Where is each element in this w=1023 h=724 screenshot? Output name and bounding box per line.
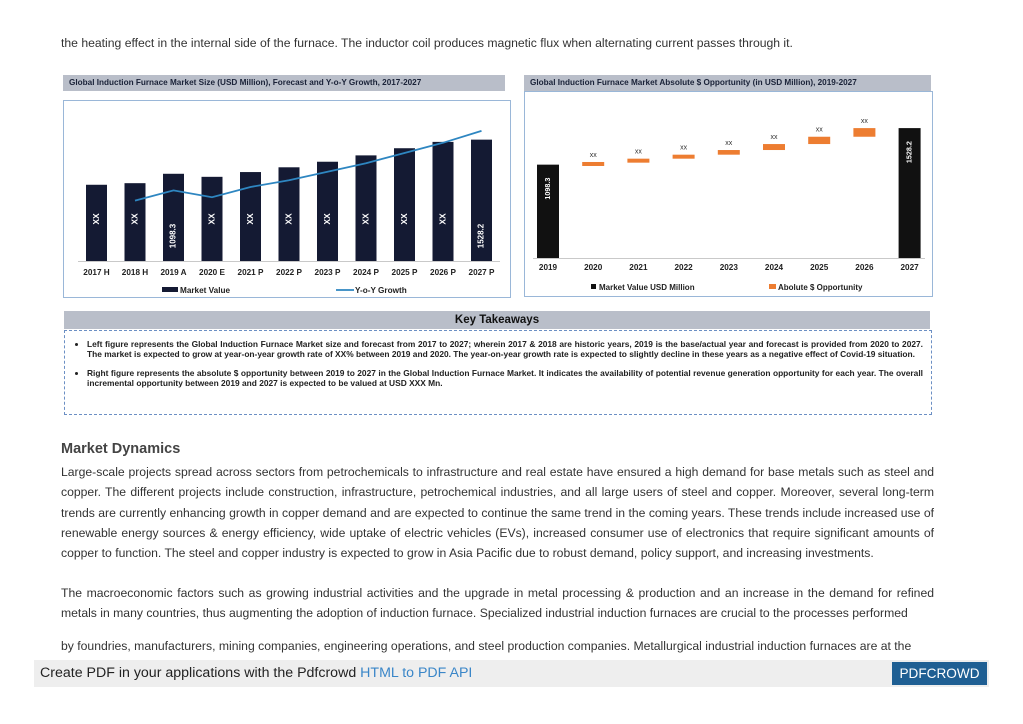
x-tick-label: 2024 P: [353, 268, 379, 277]
key-takeaways-title: Key Takeaways: [64, 311, 930, 329]
opportunity-step: [853, 128, 875, 137]
bar-data-label: 1528.2: [904, 141, 914, 164]
bar-data-label: XX: [244, 213, 255, 225]
x-tick-label: 2021 P: [237, 268, 264, 277]
x-tick-label: 2018 H: [121, 268, 149, 277]
yoy-growth-line: [135, 131, 482, 201]
legend-label: Market Value: [180, 286, 231, 295]
step-data-label: xx: [725, 140, 733, 148]
intro-text: the heating effect in the internal side of the furnace. The inductor coil produces magnetic flux when alternating current passes through it.: [61, 36, 793, 50]
left-chart-title: Global Induction Furnace Market Size (USD Million), Forecast and Y-o-Y Growth, 2017-2027: [63, 75, 505, 91]
key-takeaway-item: • Right figure represents the absolute $ opportunity between 2019 to 2027 in the Global Induction Furnace Market. It indicates the availability of potential revenue generation opportunity for each year. The overall incremental opportunity between 2019 and 2027 is expected to be valued at USD XXX Mn.: [87, 368, 923, 389]
pdfcrowd-button[interactable]: PDFCROWD: [892, 662, 987, 685]
x-tick-label: 2024: [764, 263, 784, 272]
step-data-label: xx: [634, 148, 642, 156]
x-tick-label: 2020: [584, 263, 603, 272]
bar: [394, 148, 415, 261]
legend-swatch-market-value: [591, 284, 596, 289]
step-data-label: xx: [589, 151, 597, 159]
legend-swatch-market-value: [162, 287, 178, 292]
bar: [433, 142, 454, 261]
right-chart-title: Global Induction Furnace Market Absolute $ Opportunity (in USD Million), 2019-2027: [524, 75, 931, 91]
right-chart-svg: [525, 92, 932, 296]
opportunity-step: [673, 155, 695, 159]
footer-link[interactable]: HTML to PDF API: [360, 665, 473, 681]
bar-data-label: XX: [206, 213, 217, 225]
step-data-label: xx: [815, 126, 823, 134]
x-tick-label: 2025 P: [391, 268, 418, 277]
x-tick-label: 2025: [810, 263, 829, 272]
bar-data-label: XX: [90, 213, 101, 225]
step-data-label: xx: [770, 134, 778, 142]
left-chart: [63, 100, 511, 298]
opportunity-step: [808, 137, 830, 144]
x-tick-label: 2017 H: [83, 268, 110, 277]
x-tick-label: 2019: [538, 263, 558, 272]
x-tick-label: 2023 P: [314, 268, 341, 277]
key-takeaway-item: • Left figure represents the Global Induction Furnace Market size and forecast from 2017 to 2027; wherein 2017 & 2018 are historic years, 2019 is the base/actual year and forecast is provided from 2020 to 2027. The market is expected to grow at year-on-year growth rate of XX% between 2019 and 2020. The year-on-year growth rate is expected to slightly decline in these years as a negative effect of Covid-19 situation.: [87, 339, 923, 360]
opportunity-step: [718, 150, 740, 155]
bar-data-label: 1528.2: [476, 223, 486, 249]
x-tick-label: 2022: [674, 263, 693, 272]
footer-label: Create PDF in your applications with the Pdfcrowd: [40, 665, 361, 681]
legend-label: Market Value USD Million: [599, 283, 695, 292]
legend-label: Abolute $ Opportunity: [778, 283, 863, 292]
opportunity-step: [582, 162, 604, 166]
bar-data-label: XX: [283, 213, 294, 225]
left-chart-svg: [64, 101, 510, 297]
bar-data-label: XX: [437, 213, 448, 225]
key-takeaways-box: [64, 330, 932, 415]
x-tick-label: 2027 P: [468, 268, 495, 277]
bar-data-label: 1098.3: [542, 177, 552, 200]
legend-label: Y-o-Y Growth: [355, 286, 407, 295]
opportunity-step: [627, 159, 649, 163]
bar: [356, 155, 377, 261]
paragraph: The macroeconomic factors such as growing industrial activities and the upgrade in metal processing & production and an increase in the demand for refined metals in many countries, thus augmenting the adoption of induction furnace. Specialized industrial induction furnaces are crucial to the processes performed: [61, 586, 934, 621]
x-tick-label: 2023: [719, 263, 738, 272]
footer-text: [40, 665, 472, 681]
paragraph: by foundries, manufacturers, mining companies, engineering operations, and steel production companies. Metallurgical industrial induction furnaces are at the: [61, 639, 912, 653]
bar-data-label: XX: [129, 213, 140, 225]
step-data-label: xx: [680, 144, 688, 152]
bar-data-label: XX: [398, 213, 409, 225]
x-tick-label: 2021: [629, 263, 648, 272]
step-data-label: xx: [860, 118, 868, 126]
legend-swatch-opportunity: [769, 284, 776, 289]
paragraph: Large-scale projects spread across sectors from petrochemicals to infrastructure and real estate have ensured a high demand for base metals such as steel and copper. The different projects include construction, infrastructure, petrochemical industries, and all large users of steel and copper. Moreover, several long-term trends are currently enhancing growth in copper demand and are expected to continue the same trend in the coming years. These trends include increased use of renewable energy sources & energy efficiency, wide uptake of electric vehicles (EVs), increased consumer use of electronics that require significant amounts of copper to function. The steel and copper industry is expected to grow in Asia Pacific due to robust demand, policy support, and increasing investments.: [61, 465, 934, 561]
x-tick-label: 2020 E: [199, 268, 225, 277]
right-chart: [524, 91, 933, 297]
pdfcrowd-footer: [34, 660, 989, 687]
x-tick-label: 2026 P: [430, 268, 456, 277]
bar-data-label: 1098.3: [168, 223, 178, 249]
bar-data-label: XX: [321, 213, 332, 225]
x-tick-label: 2026: [855, 263, 874, 272]
x-tick-label: 2019 A: [160, 268, 187, 277]
x-tick-label: 2027: [900, 263, 919, 272]
section-title: Market Dynamics: [61, 441, 181, 457]
x-tick-label: 2022 P: [276, 268, 302, 277]
opportunity-step: [763, 144, 785, 150]
bar: [317, 162, 338, 261]
bar-data-label: XX: [360, 213, 371, 225]
